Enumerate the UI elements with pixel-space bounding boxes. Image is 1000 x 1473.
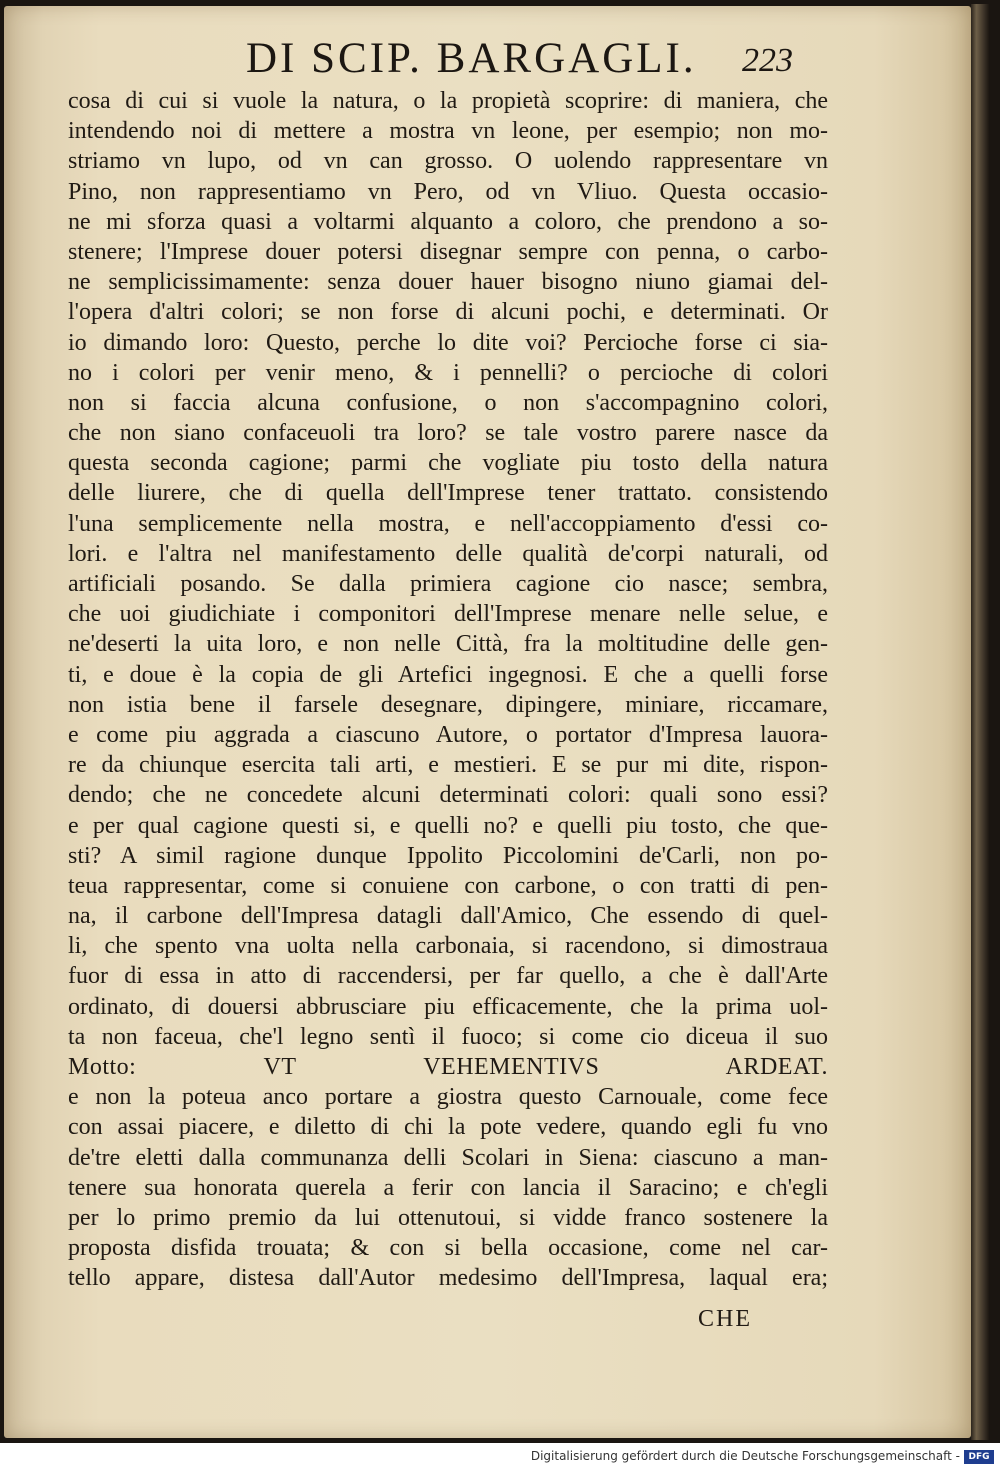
text-line: ne'deserti la uita loro, e non nelle Città, fra la moltitudine delle gen-: [68, 631, 828, 658]
text-line: che uoi giudichiate i componitori dell'Imprese menare nelle selue, e: [68, 601, 828, 628]
text-line: con assai piacere, e diletto di chi la pote vedere, quando egli fu vno: [68, 1114, 828, 1141]
book-page: [4, 6, 971, 1438]
text-line: delle liurere, che di quella dell'Imprese tener trattato. consistendo: [68, 480, 828, 507]
book-edge: [971, 4, 989, 1440]
text-line: tello appare, distesa dall'Autor medesimo dell'Impresa, laqual era;: [68, 1265, 828, 1292]
text-line: l'una semplicemente nella mostra, e nell'accoppiamento d'essi co-: [68, 510, 828, 537]
text-line: intendendo noi di mettere a mostra vn leone, per esempio; non mo-: [68, 118, 828, 145]
text-line: striamo vn lupo, od vn can grosso. O uolendo rappresentare vn: [68, 148, 828, 175]
text-line: per lo primo premio da lui ottenutoui, si vidde franco sostenere la: [68, 1204, 828, 1231]
text-line: de'tre eletti dalla communanza delli Scolari in Siena: ciascuno a man-: [68, 1144, 828, 1171]
text-line: stenere; l'Imprese douer potersi disegnar sempre con penna, o carbo-: [68, 238, 828, 265]
text-line: che non siano confaceuoli tra loro? se tale vostro parere nasce da: [68, 420, 828, 447]
text-line: lori. e l'altra nel manifestamento delle qualità de'corpi naturali, od: [68, 540, 828, 567]
text-line: ne mi sforza quasi a voltarmi alquanto a coloro, che prendono a so-: [68, 208, 828, 235]
funding-credit: Digitalisierung gefördert durch die Deutsche Forschungsgemeinschaft -: [530, 1449, 960, 1463]
text-line: ne semplicissimamente: senza douer hauer bisogno niuno giamai del-: [68, 269, 828, 296]
text-line: non si faccia alcuna confusione, o non s'accompagnino colori,: [68, 389, 828, 416]
text-line: cosa di cui si vuole la natura, o la propietà scoprire: di maniera, che: [68, 88, 828, 114]
text-line: ta non faceua, che'l legno sentì il fuoco; si come cio diceua il suo: [68, 1023, 828, 1050]
body-text: [68, 86, 828, 1294]
text-line: fuor di essa in atto di raccendersi, per far quello, a che è dall'Arte: [68, 963, 828, 990]
text-line: na, il carbone dell'Impresa datagli dall'Amico, Che essendo di quel-: [68, 903, 828, 930]
text-line: Pino, non rappresentiamo vn Pero, od vn Vliuo. Questa occasio-: [68, 178, 828, 205]
footer-bar: [0, 1443, 1000, 1473]
text-line: e come piu aggrada a ciascuno Autore, o portator d'Impresa lauora-: [68, 721, 828, 748]
text-line: sti? A simil ragione dunque Ippolito Piccolomini de'Carli, non po-: [68, 842, 828, 869]
text-line: no i colori per venir meno, & i pennelli? o percioche di colori: [68, 359, 828, 386]
motto-line: Motto: VT VEHEMENTIVS ARDEAT.: [68, 1054, 828, 1080]
catchword: CHE: [698, 1306, 752, 1332]
text-line: artificiali posando. Se dalla primiera cagione cio nasce; sembra,: [68, 571, 828, 597]
text-line: ti, e doue è la copia de gli Artefici ingegnosi. E che a quelli forse: [68, 661, 828, 688]
text-line: questa seconda cagione; parmi che vogliate piu tosto della natura: [68, 450, 828, 477]
text-line: proposta disfida trouata; & con si bella occasione, come nel car-: [68, 1235, 828, 1262]
text-line: e non la poteua anco portare a giostra questo Carnouale, come fece: [68, 1084, 828, 1111]
text-line: ordinato, di douersi abbrusciare piu efficacemente, che la prima uol-: [68, 993, 828, 1020]
page-number: 223: [742, 42, 793, 79]
running-head: [4, 26, 971, 86]
text-line: li, che spento vna uolta nella carbonaia, si racendono, si dimostraua: [68, 933, 828, 960]
text-line: io dimando loro: Questo, perche lo dite voi? Percioche forse ci sia-: [68, 329, 828, 356]
text-line: tenere sua honorata querela a ferir con lancia il Saracino; e ch'egli: [68, 1174, 828, 1201]
text-line: e per qual cagione questi si, e quelli no? e quelli piu tosto, che que-: [68, 812, 828, 839]
dfg-logo-icon: DFG: [964, 1450, 994, 1464]
text-line: non istia bene il farsele desegnare, dipingere, miniare, riccamare,: [68, 691, 828, 718]
text-line: re da chiunque esercita tali arti, e mestieri. E se pur mi dite, rispon-: [68, 752, 828, 779]
text-line: teua rappresentar, come si conuiene con carbone, o con tratti di pen-: [68, 872, 828, 899]
text-line: l'opera d'altri colori; se non forse di alcuni pochi, e determinati. Or: [68, 299, 828, 326]
text-line: dendo; che ne concedete alcuni determinati colori: quali sono essi?: [68, 782, 828, 809]
running-head-title: DI SCIP. BARGAGLI.: [246, 35, 697, 82]
